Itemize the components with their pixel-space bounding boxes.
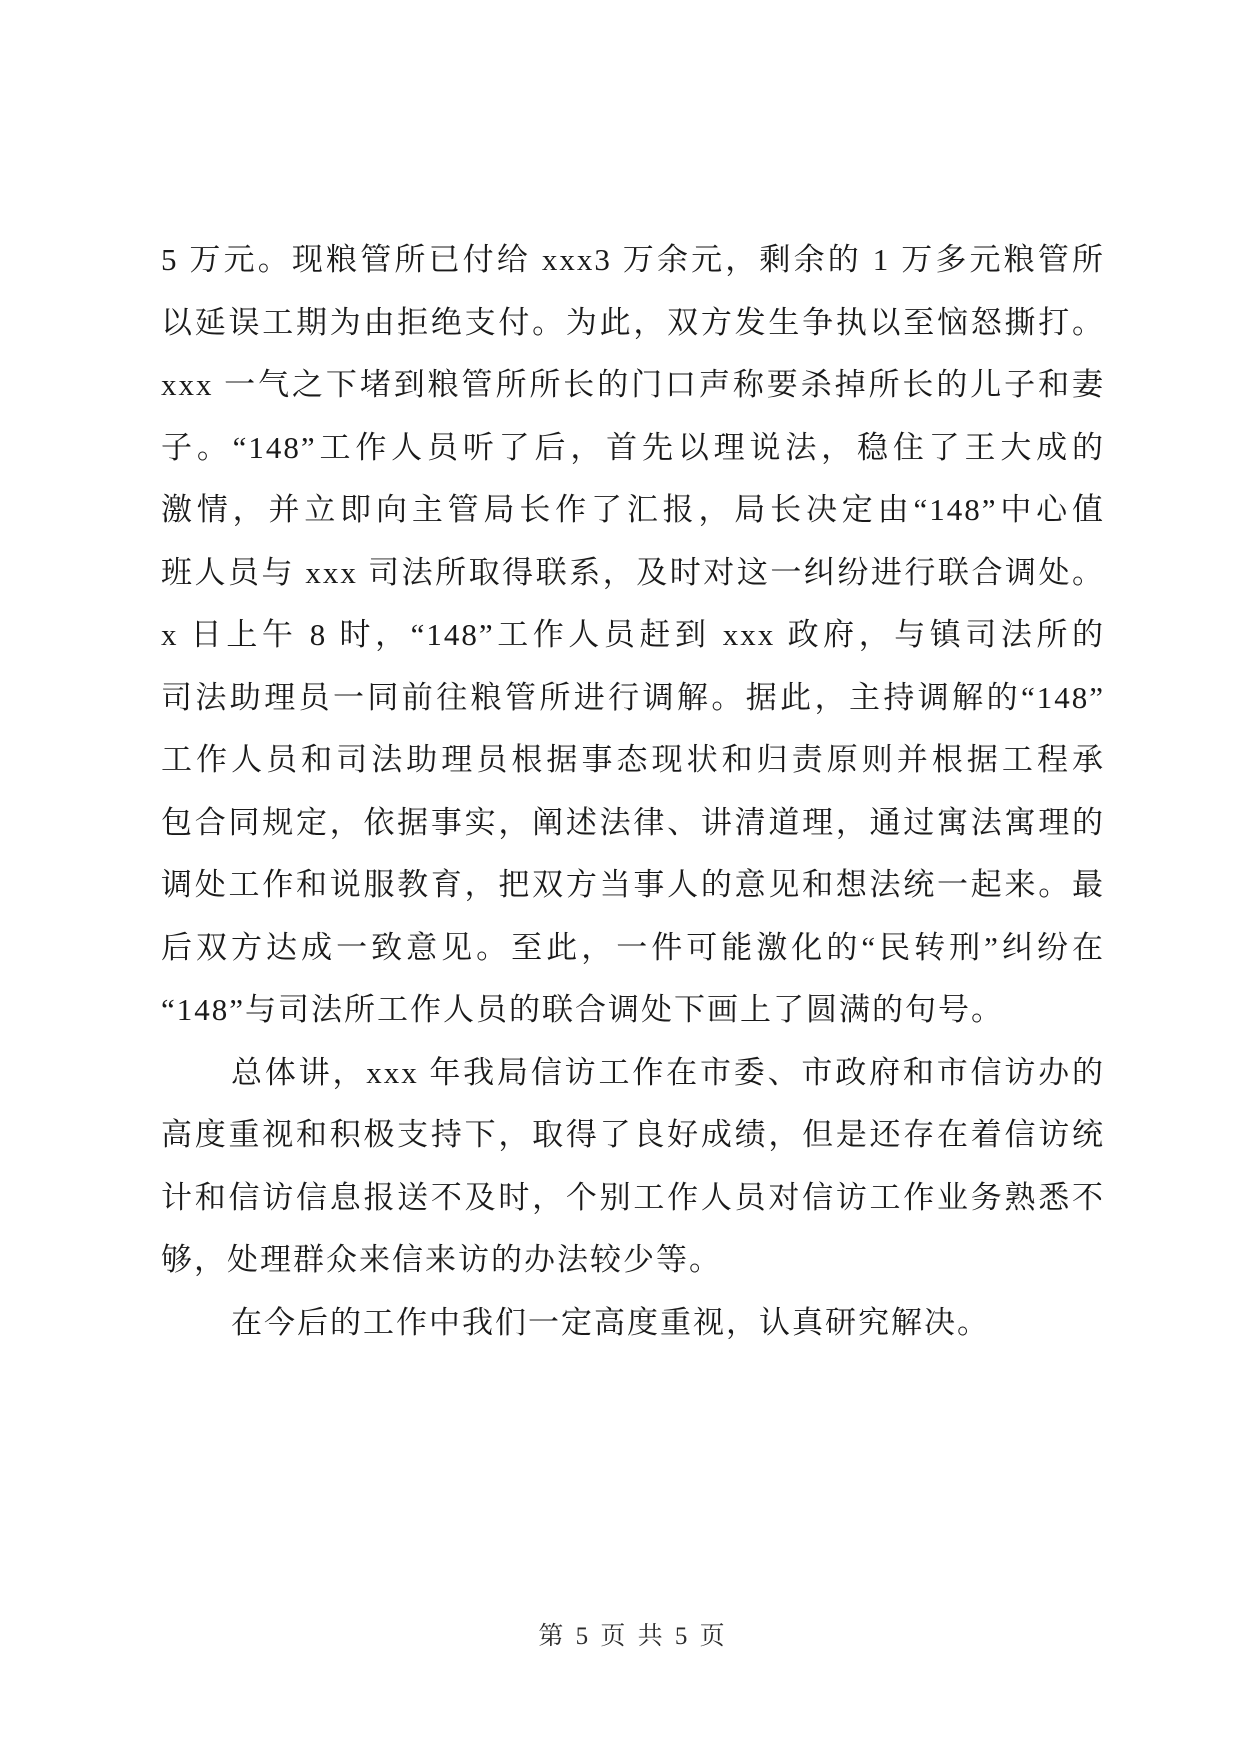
text-line: 后双方达成一致意见。至此，一件可能激化的“民转刑”纠纷在	[161, 929, 1105, 965]
text-line: 在今后的工作中我们一定高度重视，认真研究解决。	[231, 1304, 990, 1340]
document-body	[161, 229, 1105, 1354]
text-line: x 日上午 8 时，“148”工作人员赶到 xxx 政府，与镇司法所的	[161, 617, 1105, 652]
text-line: 包合同规定，依据事实，阐述法律、讲清道理，通过寓法寓理的	[161, 804, 1105, 840]
page-footer	[161, 1616, 1105, 1652]
text-line: 调处工作和说服教育，把双方当事人的意见和想法统一起来。最	[161, 867, 1105, 902]
text-line: 以延误工期为由拒绝支付。为此，双方发生争执以至恼怒撕打。	[161, 304, 1105, 340]
text-line: 工作人员和司法助理员根据事态现状和归责原则并根据工程承	[161, 742, 1105, 777]
text-line: xxx 一气之下堵到粮管所所长的门口声称要杀掉所长的儿子和妻	[161, 367, 1105, 402]
text-line: 班人员与 xxx 司法所取得联系，及时对这一纠纷进行联合调处。	[161, 554, 1105, 590]
text-line: 子。“148”工作人员听了后，首先以理说法，稳住了王大成的	[161, 429, 1105, 465]
text-line: 够，处理群众来信来访的办法较少等。	[161, 1242, 722, 1277]
text-line: 5 万元。现粮管所已付给 xxx3 万余元，剩余的 1 万多元粮管所	[161, 242, 1105, 277]
text-line: 高度重视和积极支持下，取得了良好成绩，但是还存在着信访统	[161, 1117, 1105, 1152]
text-line: 司法助理员一同前往粮管所进行调解。据此，主持调解的“148”	[161, 679, 1105, 715]
text-line: 计和信访信息报送不及时，个别工作人员对信访工作业务熟悉不	[161, 1179, 1105, 1215]
text-line: 总体讲，xxx 年我局信访工作在市委、市政府和市信访办的	[231, 1054, 1105, 1090]
text-line: 激情，并立即向主管局长作了汇报，局长决定由“148”中心值	[161, 492, 1105, 527]
page-number-label: 第 5 页 共 5 页	[538, 1623, 728, 1650]
text-line: “148”与司法所工作人员的联合调处下画上了圆满的句号。	[161, 992, 1005, 1027]
